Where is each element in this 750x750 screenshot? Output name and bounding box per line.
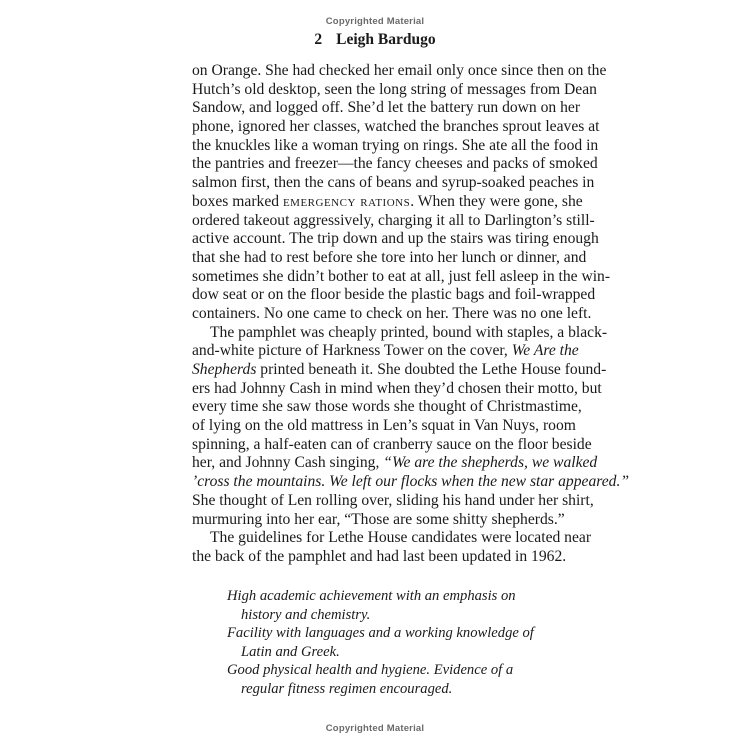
text-line	[192, 473, 630, 492]
guideline-item	[227, 624, 557, 661]
guideline-line: Latin and Greek.	[241, 643, 340, 660]
copyright-watermark-top: Copyrighted Material	[325, 16, 425, 27]
running-head	[0, 31, 750, 49]
text-span: the pantries and freezer—the fancy cheeses and packs of smoked	[192, 155, 598, 173]
text-span: printed beneath it. She doubted the Lethe House found-	[256, 361, 607, 378]
text-line	[192, 174, 595, 193]
text-span: . When they were gone, she	[410, 192, 583, 210]
text-line	[192, 529, 592, 548]
text-line	[192, 323, 608, 343]
text-span: containers. No one came to check on her. There was no one left.	[192, 304, 592, 322]
paragraph	[192, 62, 611, 324]
italic-text: “We are the shepherds, we walked	[383, 454, 598, 472]
text-line	[192, 248, 587, 268]
text-span: The guidelines for Lethe House candidates were located near	[210, 529, 592, 547]
text-span: and-white picture of Harkness Tower on the cover,	[192, 342, 512, 360]
text-line	[192, 454, 598, 473]
text-line	[192, 211, 595, 231]
copyright-watermark-bottom: Copyrighted Material	[325, 723, 425, 734]
text-line	[192, 379, 602, 399]
guideline-line: history and chemistry.	[241, 606, 371, 623]
text-span: the back of the pamphlet and had last been updated in 1962.	[192, 547, 567, 565]
text-line	[192, 286, 596, 305]
text-span: the knuckles like a woman trying on rings. She ate all the food in	[192, 136, 599, 154]
text-span: The pamphlet was cheaply printed, bound with staples, a black-	[210, 323, 608, 341]
page-number: 2	[314, 31, 323, 48]
text-line	[192, 398, 582, 417]
text-span: murmuring into her ear, “Those are some shitty shepherds.”	[192, 510, 565, 528]
guideline-line: Good physical health and hygiene. Evidence of a	[227, 662, 514, 679]
text-line	[192, 304, 592, 324]
guidelines-list	[227, 587, 557, 699]
text-line	[192, 99, 581, 118]
text-span: Hutch’s old desktop, seen the long string of messages from Dean	[192, 80, 597, 98]
guideline-line: High academic achievement with an emphasis on	[227, 588, 516, 604]
guideline-item	[227, 661, 557, 698]
text-span: ers had Johnny Cash in mind when they’d chosen their motto, but	[192, 379, 602, 397]
body-text	[192, 62, 630, 567]
paragraph	[192, 323, 630, 530]
text-span: phone, ignored her classes, watched the branches sprout leaves at	[192, 118, 600, 136]
text-span: of lying on the old mattress in Len’s squat in Van Nuys, room	[192, 417, 576, 435]
text-line	[192, 491, 594, 511]
text-line	[192, 417, 576, 436]
small-caps-text: emergency rations	[282, 192, 411, 210]
author-name: Leigh Bardugo	[336, 31, 436, 48]
text-line	[192, 62, 607, 81]
text-line	[192, 547, 567, 567]
text-line	[192, 435, 592, 455]
text-span: boxes marked	[192, 192, 283, 210]
text-span: sometimes she didn’t bother to eat at all, just fell asleep in the win-	[192, 267, 611, 285]
text-line	[192, 342, 579, 361]
guideline-line: regular fitness regimen encouraged.	[241, 680, 453, 697]
text-span: that she had to rest before she tore into her lunch or dinner, and	[192, 248, 587, 266]
text-line	[192, 155, 598, 174]
text-line	[192, 136, 599, 156]
italic-text: ’cross the mountains. We left our flocks when the new star appeared.”	[192, 473, 630, 491]
italic-text: We Are the	[511, 342, 579, 360]
guideline-item	[227, 587, 557, 624]
paragraph	[192, 529, 592, 566]
text-span: She thought of Len rolling over, sliding his hand under her shirt,	[192, 491, 594, 509]
text-span: Sandow, and logged off. She’d let the battery run down on her	[192, 99, 581, 117]
text-span: dow seat or on the floor beside the plastic bags and foil-wrapped	[192, 286, 596, 304]
text-line	[192, 192, 583, 212]
text-line	[192, 361, 607, 380]
text-line	[192, 267, 611, 287]
italic-text: Shepherds	[192, 361, 257, 378]
text-span: spinning, a half-eaten can of cranberry sauce on the floor beside	[192, 435, 592, 453]
text-span: active account. The trip down and up the stairs was tiring enough	[192, 230, 599, 248]
text-span: on Orange. She had checked her email only once since then on the	[192, 62, 607, 79]
text-line	[192, 510, 565, 530]
guideline-line: Facility with languages and a working knowledge of	[227, 625, 534, 642]
text-span: salmon first, then the cans of beans and syrup-soaked peaches in	[192, 174, 595, 192]
text-span: ordered takeout aggressively, charging it all to Darlington’s still-	[192, 211, 595, 229]
text-line	[192, 230, 599, 249]
text-line	[192, 118, 600, 137]
text-line	[192, 80, 597, 100]
text-span: her, and Johnny Cash singing,	[192, 454, 384, 472]
text-span: every time she saw those words she thought of Christmastime,	[192, 398, 582, 416]
